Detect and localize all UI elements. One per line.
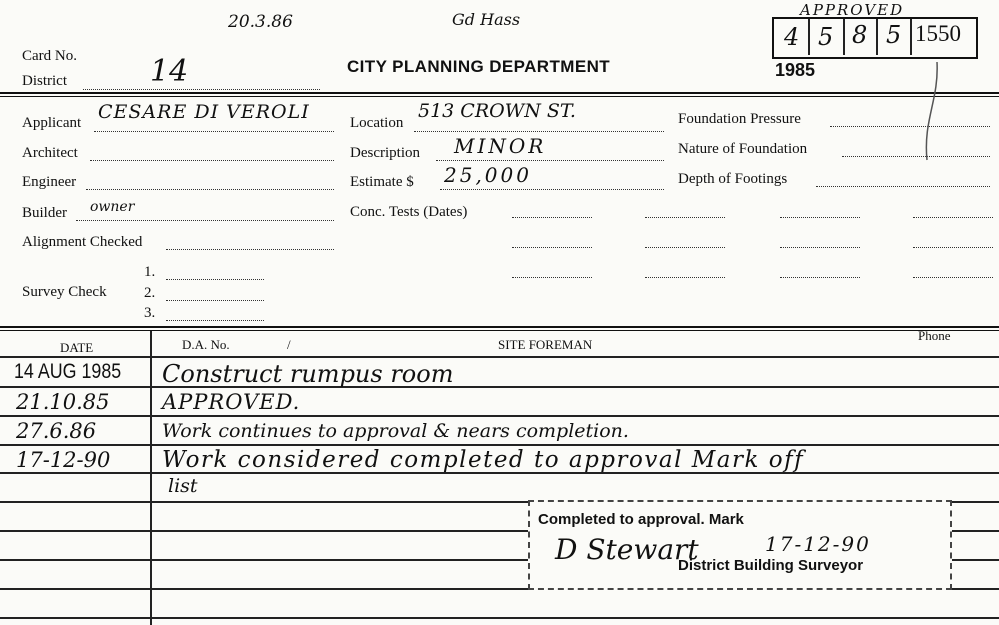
estimate-value: 25,000: [444, 163, 532, 187]
applicant-value: CESARE DI VEROLI: [98, 101, 310, 123]
log-entry-text: Work continues to approval & nears completion.: [162, 420, 629, 442]
engineer-label: Engineer: [22, 174, 77, 190]
alignment-line: [166, 249, 334, 250]
log-entry-text: Work considered completed to approval Mark off: [162, 447, 805, 473]
site-foreman-header: SITE FOREMAN: [498, 337, 593, 352]
survey-line-3: [166, 320, 264, 321]
log-column-divider: [150, 331, 152, 625]
number-digit-3: 8: [852, 21, 868, 49]
handwritten-initials: Gd Hass: [452, 10, 521, 29]
log-rule-top: [0, 326, 999, 328]
conc-line-r3c1: [512, 277, 592, 278]
box-divider-3: [876, 19, 878, 55]
builder-label: Builder: [22, 205, 67, 221]
log-row-line: [0, 415, 999, 417]
box-divider-4: [910, 19, 912, 55]
phone-header: Phone: [918, 328, 951, 343]
district-line: [83, 89, 320, 90]
nature-of-foundation-label: Nature of Foundation: [678, 141, 808, 157]
survey-item-2: 2.: [144, 285, 156, 301]
log-entry-date: 17-12-90: [16, 448, 111, 472]
applicant-line: [94, 131, 334, 132]
description-label: Description: [350, 145, 420, 161]
header-rule-bottom: [0, 96, 999, 97]
conc-line-r3c2: [645, 277, 725, 278]
depth-line: [816, 186, 990, 187]
conc-line-r1c4: [913, 217, 993, 218]
da-no-header: D.A. No.: [182, 337, 230, 352]
survey-item-3: 3.: [144, 305, 156, 321]
da-no-value: /: [287, 337, 291, 352]
year-label: 1985: [775, 60, 816, 80]
number-digit-4: 5: [886, 21, 902, 49]
page-title: CITY PLANNING DEPARTMENT: [347, 57, 611, 76]
description-value: MINOR: [454, 134, 547, 158]
log-row-line: [0, 444, 999, 446]
description-line: [436, 160, 664, 161]
builder-line: [76, 220, 334, 221]
stamp-line-1: Completed to approval. Mark: [538, 511, 744, 528]
number-digit-1: 4: [784, 23, 800, 51]
estimate-label: Estimate $: [350, 174, 414, 190]
handwritten-date: 20.3.86: [228, 12, 293, 32]
conc-line-r3c4: [913, 277, 993, 278]
approved-label: APPROVED: [800, 1, 905, 19]
foundation-pressure-line: [830, 126, 990, 127]
stamp-date: 17-12-90: [765, 532, 871, 556]
engineer-line: [86, 189, 334, 190]
conc-line-r2c4: [913, 247, 993, 248]
number-suffix: 1550: [915, 21, 961, 46]
stamp-signature: D Stewart: [555, 533, 699, 566]
builder-value: owner: [90, 199, 135, 215]
date-header: DATE: [60, 340, 94, 355]
district-label: District: [22, 73, 67, 89]
conc-line-r1c2: [645, 217, 725, 218]
location-value: 513 CROWN ST.: [418, 100, 576, 122]
log-entry-date: 14 AUG 1985: [14, 360, 122, 383]
survey-line-2: [166, 300, 264, 301]
conc-line-r2c2: [645, 247, 725, 248]
conc-line-r2c1: [512, 247, 592, 248]
location-label: Location: [350, 115, 404, 131]
log-row-line: [0, 617, 999, 619]
depth-of-footings-label: Depth of Footings: [678, 171, 788, 187]
conc-line-r1c3: [780, 217, 860, 218]
pencil-mark: [915, 60, 945, 170]
estimate-line: [440, 189, 664, 190]
log-entry-date: 21.10.85: [16, 390, 110, 414]
header-rule-top: [0, 92, 999, 94]
alignment-label: Alignment Checked: [22, 234, 143, 250]
location-line: [414, 131, 664, 132]
district-value: 14: [150, 54, 189, 89]
log-entry-text: list: [168, 475, 198, 497]
log-row-line: [0, 386, 999, 388]
architect-label: Architect: [22, 145, 78, 161]
log-entry-date: 27.6.86: [16, 419, 97, 443]
architect-line: [90, 160, 334, 161]
conc-line-r1c1: [512, 217, 592, 218]
log-row-line: [0, 356, 999, 358]
applicant-label: Applicant: [22, 115, 82, 131]
log-entry-text: Construct rumpus room: [162, 360, 454, 388]
stamp-line-2: District Building Surveyor: [678, 557, 864, 574]
log-entry-text: APPROVED.: [162, 390, 301, 414]
survey-line-1: [166, 279, 264, 280]
conc-line-r3c3: [780, 277, 860, 278]
conc-tests-label: Conc. Tests (Dates): [350, 204, 468, 220]
box-divider-1: [808, 19, 810, 55]
box-divider-2: [843, 19, 845, 55]
conc-line-r2c3: [780, 247, 860, 248]
number-digit-2: 5: [818, 23, 834, 51]
card-no-label: Card No.: [22, 48, 77, 64]
survey-item-1: 1.: [144, 264, 156, 280]
foundation-pressure-label: Foundation Pressure: [678, 111, 801, 127]
survey-label: Survey Check: [22, 284, 107, 300]
